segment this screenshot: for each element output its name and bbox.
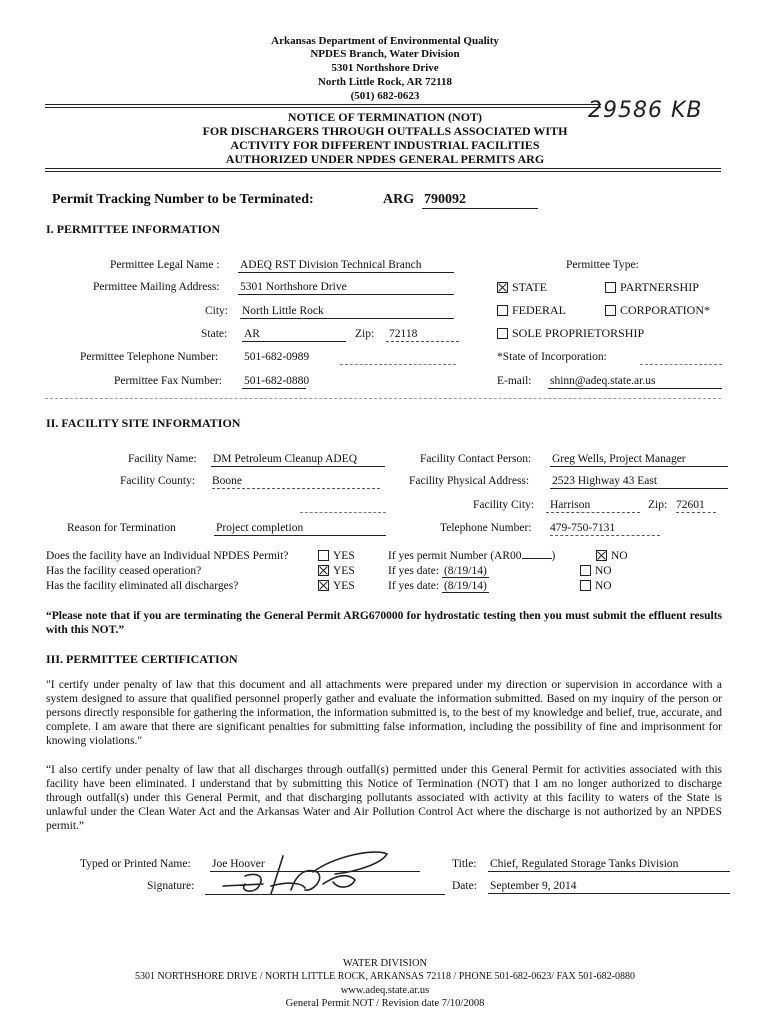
q2-yes-option[interactable] [318, 564, 355, 578]
q1-no-text: NO [611, 550, 628, 562]
county-dash-line [300, 512, 386, 513]
zip-label: Zip: [355, 328, 375, 340]
q1-no-option[interactable] [596, 549, 628, 563]
q3-date-field[interactable]: (8/19/14) [443, 580, 487, 592]
q2-date-label: If yes date: [388, 565, 440, 577]
telephone-field[interactable]: 479-750-7131 [550, 521, 660, 536]
q3-date [388, 579, 489, 593]
title-top-rule-2 [45, 107, 601, 108]
date-label: Date: [452, 880, 477, 892]
phone-field[interactable]: 501-682-0989 [244, 351, 310, 363]
permit-tracking-number[interactable]: 790092 [422, 192, 538, 209]
q1-permit-number [388, 549, 555, 563]
facility-zip-label: Zip: [648, 499, 668, 511]
type-state-checkbox[interactable] [497, 282, 508, 293]
agency-branch: NPDES Branch, Water Division [310, 48, 460, 60]
physical-address-label: Facility Physical Address: [409, 475, 530, 487]
type-federal-text: FEDERAL [512, 303, 566, 317]
title-bottom-rule-2 [45, 171, 721, 172]
mailing-address-field[interactable]: 5301 Northshore Drive [238, 280, 454, 295]
q1-yes-option[interactable] [318, 549, 355, 563]
q1-yes-checkbox[interactable] [318, 550, 329, 561]
q2-yes-checkbox[interactable] [318, 565, 329, 576]
q2-yes-text: YES [333, 565, 355, 577]
facility-name-field[interactable]: DM Petroleum Cleanup ADEQ [211, 452, 385, 467]
type-federal-option[interactable] [497, 303, 566, 317]
certification-paragraph-1: "I certify under penalty of law that this document and all attachments were prepared under my direction or supervision in accordance with a system designed to assure that qualified personnel properly gather and evaluate the information submitted. Based on my inquiry of the person or persons directly responsible for gathering the information, the information submitted is, to the best of my knowledge and belief, true, accurate, and complete. I am aware that there are significant penalties for submitting false information, including the possibility of fine and imprisonment for knowing violations." [46, 679, 722, 747]
q2-date-field[interactable]: (8/19/14) [443, 565, 487, 577]
type-state-text: STATE [512, 280, 548, 294]
footer-division: WATER DIVISION [342, 958, 428, 969]
section-3-heading: III. PERMITTEE CERTIFICATION [46, 652, 238, 666]
fax-field[interactable]: 501-682-0880 [244, 375, 310, 387]
footer-address: 5301 NORTHSHORE DRIVE / NORTH LITTLE ROCK, ARKANSAS 72118 / PHONE 501-682-0623/ FAX 501-682-0880 [135, 971, 635, 982]
reason-label: Reason for Termination [67, 522, 176, 534]
facility-name-label: Facility Name: [128, 453, 197, 465]
county-field[interactable]: Boone [212, 474, 380, 489]
q2-date [388, 564, 489, 578]
facility-zip-field[interactable]: 72601 [676, 498, 716, 513]
city-field[interactable]: North Little Rock [240, 304, 454, 319]
type-partnership-option[interactable] [605, 280, 699, 294]
phone-dash-line [340, 364, 456, 365]
section-2-heading: II. FACILITY SITE INFORMATION [46, 416, 241, 430]
incorporation-field[interactable] [640, 364, 722, 365]
type-partnership-text: PARTNERSHIP [620, 280, 699, 294]
title-bottom-rule [45, 168, 721, 169]
q2-no-option[interactable] [580, 564, 612, 578]
hydrostatic-note: “Please note that if you are terminating the General Permit ARG670000 for hydrostatic testing then you must submit the effluent results with this NOT.” [46, 610, 722, 636]
physical-address-field[interactable]: 2523 Highway 43 East [550, 474, 728, 489]
question-individual-permit: Does the facility have an Individual NPDES Permit? [46, 550, 289, 562]
title-line-3: ACTIVITY FOR DIFFERENT INDUSTRIAL FACILITIES [230, 138, 540, 152]
email-field[interactable]: shinn@adeq.state.ar.us [548, 374, 722, 389]
permit-tracking-prefix: ARG [383, 192, 415, 207]
permit-tracking-label: Permit Tracking Number to be Terminated: [52, 192, 314, 207]
type-corporation-text: CORPORATION* [620, 303, 711, 317]
question-eliminated-discharges: Has the facility eliminated all discharges? [46, 580, 239, 592]
q3-no-checkbox[interactable] [580, 580, 591, 591]
footer-website: www.adeq.state.ar.us [340, 985, 430, 996]
handwritten-note: 29586 KB [588, 98, 703, 123]
zip-field[interactable]: 72118 [386, 327, 459, 342]
type-corporation-checkbox[interactable] [605, 305, 616, 316]
legal-name-label: Permittee Legal Name : [110, 259, 220, 271]
q1-yes-text: YES [333, 550, 355, 562]
facility-city-field[interactable]: Harrison [546, 498, 640, 513]
state-label: State: [201, 328, 228, 340]
title-top-rule [45, 104, 601, 105]
signature-image[interactable] [205, 842, 405, 900]
type-sole-option[interactable] [497, 326, 644, 340]
agency-city: North Little Rock, AR 72118 [317, 76, 453, 88]
telephone-label: Telephone Number: [440, 522, 532, 534]
type-state-option[interactable] [497, 280, 547, 294]
printed-name-label: Typed or Printed Name: [80, 858, 191, 870]
type-partnership-checkbox[interactable] [605, 282, 616, 293]
agency-street: 5301 Northshore Drive [331, 62, 439, 74]
facility-city-label: Facility City: [473, 499, 535, 511]
question-ceased-operation: Has the facility ceased operation? [46, 565, 202, 577]
agency-phone: (501) 682-0623 [350, 90, 420, 102]
agency-name: Arkansas Department of Environmental Quality [271, 35, 499, 47]
title-label: Title: [452, 858, 477, 870]
q3-yes-checkbox[interactable] [318, 580, 329, 591]
contact-field[interactable]: Greg Wells, Project Manager [550, 452, 728, 467]
printed-name-field[interactable]: Joe Hoover [210, 857, 420, 872]
title-field[interactable]: Chief, Regulated Storage Tanks Division [488, 857, 730, 872]
email-label: E-mail: [497, 375, 532, 387]
title-line-2: FOR DISCHARGERS THROUGH OUTFALLS ASSOCIATED WITH [202, 124, 568, 138]
reason-field[interactable]: Project completion [214, 521, 386, 536]
type-sole-text: SOLE PROPRIETORSHIP [512, 326, 645, 340]
signature-label: Signature: [147, 880, 195, 892]
q3-date-label: If yes date: [388, 580, 440, 592]
q3-no-option[interactable] [580, 579, 612, 593]
fax-label: Permittee Fax Number: [114, 375, 222, 387]
type-sole-checkbox[interactable] [497, 328, 508, 339]
incorporation-label: *State of Incorporation: [497, 351, 607, 363]
contact-label: Facility Contact Person: [420, 453, 532, 465]
footer-revision: General Permit NOT / Revision date 7/10/2008 [285, 998, 485, 1009]
legal-name-field[interactable]: ADEQ RST Division Technical Branch [238, 258, 454, 273]
title-line-1: NOTICE OF TERMINATION (NOT) [287, 110, 483, 124]
type-corporation-option[interactable] [605, 303, 710, 317]
q3-yes-text: YES [333, 580, 355, 592]
q2-no-text: NO [595, 565, 612, 577]
q1-permit-number-field[interactable] [522, 558, 552, 559]
q1-no-checkbox[interactable] [596, 550, 607, 561]
certification-paragraph-2: “I also certify under penalty of law that all discharges through outfall(s) permitted under this General Permit for activities associated with this facility have been eliminated. I understand that by submitting this Notice of Termination (NOT) that I am no longer authorized to discharge through outfall(s) under this General Permit, and that discharging pollutants associated with activity at this facility to waters of the State is unlawful under the Clean Water Act and the Arkansas Water and Air Pollution Control Act where the discharge is not authorized by an NPDES permit.” [46, 764, 722, 832]
q2-no-checkbox[interactable] [580, 565, 591, 576]
type-federal-checkbox[interactable] [497, 305, 508, 316]
city-label: City: [205, 305, 229, 317]
date-field[interactable]: September 9, 2014 [488, 879, 730, 894]
section-1-heading: I. PERMITTEE INFORMATION [46, 222, 221, 236]
q3-no-text: NO [595, 580, 612, 592]
q1-permit-number-close: ) [551, 550, 556, 562]
q1-permit-number-label: If yes permit Number (AR00 [388, 550, 522, 562]
county-label: Facility County: [120, 475, 196, 487]
mailing-address-label: Permittee Mailing Address: [93, 281, 220, 293]
section-divider [45, 398, 721, 399]
state-field[interactable]: AR [242, 327, 346, 342]
phone-label: Permittee Telephone Number: [80, 351, 219, 363]
title-line-4: AUTHORIZED UNDER NPDES GENERAL PERMITS ARG [225, 152, 545, 166]
permittee-type-label: Permittee Type: [566, 259, 639, 271]
q3-yes-option[interactable] [318, 579, 355, 593]
